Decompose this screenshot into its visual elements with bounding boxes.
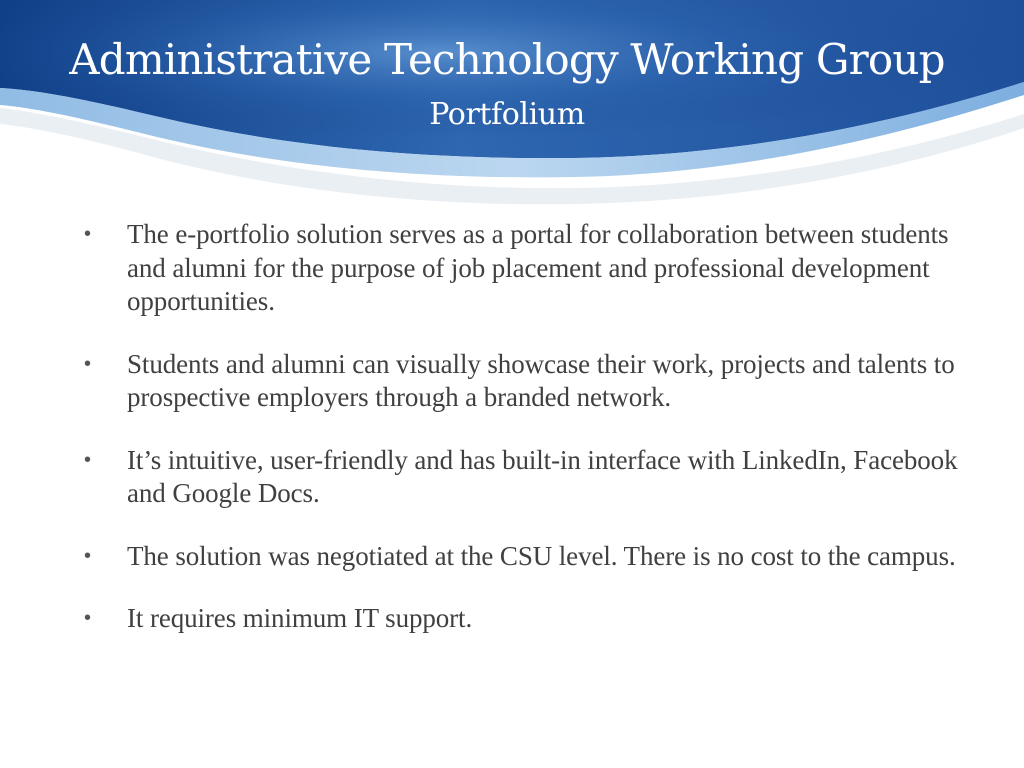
bullet-item (84, 348, 964, 415)
bullet-icon: • (84, 448, 92, 471)
bullet-item (84, 540, 964, 574)
bullet-icon: • (84, 352, 92, 375)
slide-title: Administrative Technology Working Group (69, 35, 945, 84)
bullet-item (84, 602, 964, 636)
bullet-icon: • (84, 607, 92, 629)
bullet-text: Students and alumni can visually showcase their work, projects and talents to prospective employers through a branded network. (127, 348, 955, 412)
bullet-item (84, 218, 964, 319)
bullet-text: The solution was negotiated at the CSU level. There is no cost to the campus. (127, 540, 956, 571)
bullet-list (84, 218, 964, 665)
bullet-text: It requires minimum IT support. (127, 603, 473, 633)
bullet-text: It’s intuitive, user-friendly and has built-in interface with LinkedIn, Facebook and Google Docs. (127, 444, 958, 508)
bullet-item (84, 444, 964, 511)
bullet-text: The e-portfolio solution serves as a portal for collaboration between students and alumni for the purpose of job placement and professional development opportunities. (127, 219, 949, 316)
bullet-icon: • (84, 544, 92, 567)
slide-subtitle: Portfolium (429, 97, 585, 132)
bullet-icon: • (84, 223, 92, 245)
